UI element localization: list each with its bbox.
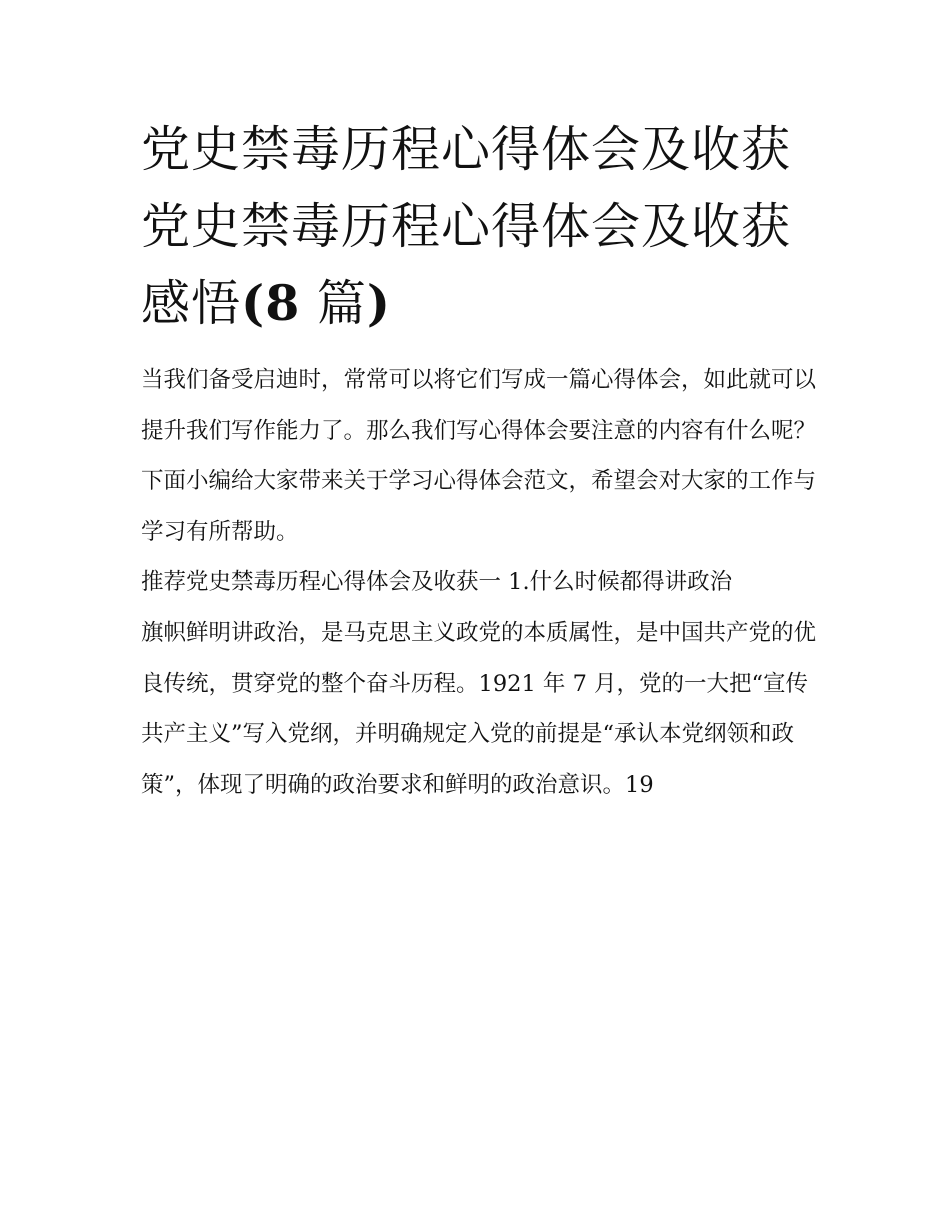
title-unit: 篇	[300, 275, 367, 332]
document-body	[141, 355, 821, 810]
title-line-2: 党史禁毒历程心得体会及收获	[141, 198, 792, 255]
history-paragraph: 旗帜鲜明讲政治，是马克思主义政党的本质属性，是中国共产党的优良传统，贯穿党的整个奋斗历程。1921 年 7 月，党的一大把“宣传共产主义”写入党纲，并明确规定入党的前提是“承认本党纲领和政策”，体现了明确的政治要求和鲜明的政治意识。19	[141, 619, 817, 798]
title-close-paren: )	[366, 274, 392, 332]
section-heading-paragraph: 推荐党史禁毒历程心得体会及收获一 1.什么时候都得讲政治	[141, 569, 733, 596]
title-line-3-prefix: 感悟	[141, 275, 242, 332]
title-count: (8	[241, 274, 301, 332]
intro-paragraph: 当我们备受启迪时，常常可以将它们写成一篇心得体会，如此就可以提升我们写作能力了。那么我们写心得体会要注意的内容有什么呢？下面小编给大家带来关于学习心得体会范文，希望会对大家的工作与学习有所帮助。	[141, 367, 817, 545]
document-title	[141, 111, 821, 342]
title-line-1: 党史禁毒历程心得体会及收获	[141, 121, 792, 178]
